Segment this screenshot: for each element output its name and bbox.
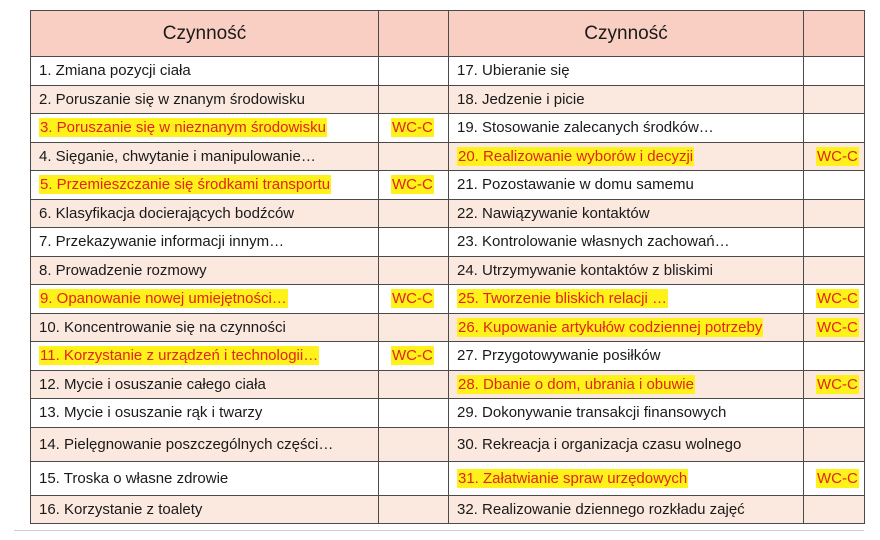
table-row (31, 256, 865, 285)
right-code-cell (804, 399, 865, 428)
left-code-cell (379, 199, 449, 228)
right-activity-cell (449, 256, 804, 285)
right-activity-text: 26. Kupowanie artykułów codziennej potrzeby (458, 318, 763, 336)
right-code-cell (804, 495, 865, 524)
table-row (31, 495, 865, 524)
right-code-cell (804, 342, 865, 371)
left-activity-cell (31, 285, 379, 314)
right-activity-text: 28. Dbanie o dom, ubrania i obuwie (458, 375, 694, 393)
right-activity-text: 17. Ubieranie się (457, 62, 570, 80)
left-code-cell (379, 228, 449, 257)
table-row (31, 461, 865, 495)
table-row (31, 370, 865, 399)
right-code-text: WC-C (817, 290, 858, 308)
right-activity-cell (449, 199, 804, 228)
right-code-cell (804, 114, 865, 143)
left-code-cell (379, 495, 449, 524)
right-activity-text: 25. Tworzenie bliskich relacji … (458, 290, 667, 308)
right-activity-text: 22. Nawiązywanie kontaktów (457, 204, 650, 222)
right-activity-text: 21. Pozostawanie w domu samemu (457, 176, 694, 194)
right-activity-cell (449, 342, 804, 371)
header-left-code (379, 11, 449, 57)
left-activity-cell (31, 427, 379, 461)
table-row (31, 142, 865, 171)
left-activity-cell (31, 342, 379, 371)
table-row (31, 114, 865, 143)
left-activity-cell (31, 85, 379, 114)
table-row (31, 171, 865, 200)
left-code-cell (379, 256, 449, 285)
right-code-text: WC-C (817, 469, 858, 487)
table-row (31, 85, 865, 114)
right-activity-cell (449, 285, 804, 314)
right-code-cell (804, 461, 865, 495)
left-code-cell (379, 427, 449, 461)
right-activity-cell (449, 399, 804, 428)
right-activity-cell (449, 114, 804, 143)
table-row (31, 399, 865, 428)
right-activity-cell (449, 495, 804, 524)
left-activity-text: 3. Poruszanie się w nieznanym środowisku (40, 119, 326, 137)
left-activity-cell (31, 142, 379, 171)
left-code-cell (379, 142, 449, 171)
left-activity-text: 8. Prowadzenie rozmowy (39, 261, 207, 279)
left-activity-cell (31, 370, 379, 399)
left-activity-text: 10. Koncentrowanie się na czynności (39, 318, 286, 336)
table-row (31, 342, 865, 371)
left-activity-text: 9. Opanowanie nowej umiejętności… (40, 290, 287, 308)
header-right-code (804, 11, 865, 57)
right-activity-text: 23. Kontrolowanie własnych zachowań… (457, 233, 730, 251)
right-code-cell (804, 171, 865, 200)
left-activity-text: 13. Mycie i osuszanie rąk i twarzy (39, 404, 263, 422)
left-activity-cell (31, 399, 379, 428)
table-row (31, 199, 865, 228)
header-right-title: Czynność (449, 11, 804, 57)
right-activity-text: 30. Rekreacja i organizacja czasu wolnego (457, 435, 742, 453)
right-code-cell (804, 199, 865, 228)
table-row (31, 313, 865, 342)
right-activity-cell (449, 57, 804, 86)
right-activity-cell (449, 228, 804, 257)
left-activity-cell (31, 461, 379, 495)
left-activity-text: 12. Mycie i osuszanie całego ciała (39, 375, 266, 393)
activities-table (30, 10, 865, 524)
right-activity-cell (449, 461, 804, 495)
right-activity-cell (449, 370, 804, 399)
right-activity-cell (449, 171, 804, 200)
right-code-cell (804, 85, 865, 114)
left-code-text: WC-C (392, 176, 433, 194)
left-code-cell (379, 461, 449, 495)
left-code-cell (379, 399, 449, 428)
left-activity-cell (31, 57, 379, 86)
left-code-cell (379, 114, 449, 143)
header-left-title: Czynność (31, 11, 379, 57)
right-activity-cell (449, 85, 804, 114)
right-activity-cell (449, 313, 804, 342)
left-activity-cell (31, 313, 379, 342)
left-code-cell (379, 85, 449, 114)
right-activity-text: 20. Realizowanie wyborów i decyzji (458, 147, 694, 165)
right-activity-text: 19. Stosowanie zalecanych środków… (457, 119, 714, 137)
right-activity-text: 32. Realizowanie dziennego rozkładu zajęć (457, 500, 745, 518)
left-activity-text: 11. Korzystanie z urządzeń i technologii… (40, 347, 319, 365)
left-code-cell (379, 342, 449, 371)
left-code-text: WC-C (392, 347, 433, 365)
left-activity-text: 7. Przekazywanie informacji innym… (39, 233, 285, 251)
left-activity-cell (31, 171, 379, 200)
left-code-cell (379, 171, 449, 200)
right-code-cell (804, 142, 865, 171)
left-activity-cell (31, 495, 379, 524)
left-code-text: WC-C (392, 290, 433, 308)
left-activity-cell (31, 256, 379, 285)
left-activity-text: 2. Poruszanie się w znanym środowisku (39, 90, 305, 108)
left-activity-text: 1. Zmiana pozycji ciała (39, 62, 191, 80)
table-row (31, 427, 865, 461)
left-activity-cell (31, 199, 379, 228)
right-code-cell (804, 370, 865, 399)
left-activity-cell (31, 114, 379, 143)
right-activity-text: 29. Dokonywanie transakcji finansowych (457, 404, 727, 422)
left-activity-text: 4. Sięganie, chwytanie i manipulowanie… (39, 147, 316, 165)
left-activity-text: 6. Klasyfikacja docierających bodźców (39, 204, 295, 222)
left-code-cell (379, 57, 449, 86)
left-activity-text: 15. Troska o własne zdrowie (39, 469, 229, 487)
table-body (31, 57, 865, 524)
bottom-divider (14, 530, 864, 531)
left-code-cell (379, 370, 449, 399)
right-activity-cell (449, 142, 804, 171)
right-code-cell (804, 228, 865, 257)
right-code-cell (804, 256, 865, 285)
table-row (31, 228, 865, 257)
right-activity-text: 27. Przygotowywanie posiłków (457, 347, 661, 365)
right-code-cell (804, 427, 865, 461)
right-code-text: WC-C (817, 375, 858, 393)
left-code-text: WC-C (392, 119, 433, 137)
right-code-cell (804, 57, 865, 86)
right-activity-text: 18. Jedzenie i picie (457, 90, 585, 108)
left-activity-text: 5. Przemieszczanie się środkami transportu (40, 176, 331, 194)
table-row (31, 285, 865, 314)
right-activity-cell (449, 427, 804, 461)
left-activity-text: 14. Pielęgnowanie poszczególnych części… (39, 435, 334, 453)
right-code-cell (804, 285, 865, 314)
table-row (31, 57, 865, 86)
left-activity-cell (31, 228, 379, 257)
right-code-text: WC-C (817, 147, 858, 165)
header-row (31, 11, 865, 57)
left-activity-text: 16. Korzystanie z toalety (39, 500, 203, 518)
left-code-cell (379, 285, 449, 314)
right-code-cell (804, 313, 865, 342)
right-code-text: WC-C (817, 318, 858, 336)
right-activity-text: 31. Załatwianie spraw urzędowych (458, 469, 688, 487)
right-activity-text: 24. Utrzymywanie kontaktów z bliskimi (457, 261, 713, 279)
left-code-cell (379, 313, 449, 342)
